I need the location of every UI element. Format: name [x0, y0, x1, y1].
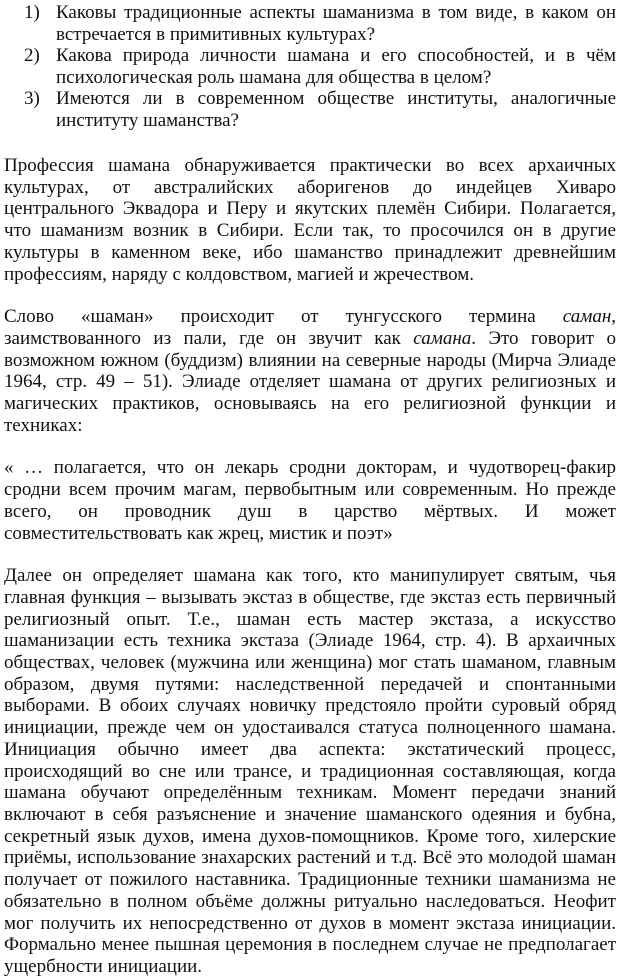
list-item-number: 1)	[24, 2, 40, 23]
paragraph-definition: Далее он определяет шамана как того, кто манипулирует святым, чья главная функция – вызывать экстаз в обществе, где экстаз есть первичный религиозный опыт. Т.е., шаман есть мастер экстаза, а искусство шаманизации есть техника экстаза (Элиаде 1964, стр. 4). В архаичных обществах, человек (мужчина или женщина) мог стать шаманом, главным образом, двумя путями: наследственной передачей и спонтанными выборами. В обоих случаях новичку предстояло пройти суровый обряд инициации, прежде чем он удостаивался статуса полноценного шамана. Инициация обычно имеет два аспекта: экстатический процесс, происходящий во сне или трансе, и традиционная составляющая, когда шамана обучают определённым техникам. Момент передачи знаний включают в себя разъяснение и значение шаманского одеяния и бубна, секретный язык духов, имена духов-помощников. Кроме того, хилерские приёмы, использование знахарских растений и т.д. Всё это молодой шаман получает от пожилого наставника. Традиционные техники шаманизма не обязательно в полном объёме должны ритуально наследоваться. Неофит мог получить их непосредственно от духов в момент экстаза инициации. Формально менее пышная церемония в последнем случае не предполагает ущербности инициации.	[4, 565, 616, 977]
quote-block: « … полагается, что он лекарь сродни докторам, и чудотворец-факир сродни всем прочим магам, первобытным или современным. Но прежде всего, он проводник душ в царство мёртвых. И может совместительствовать как жрец, мистик и поэт»	[4, 457, 616, 544]
list-item	[4, 88, 616, 131]
paragraph-profession: Профессия шамана обнаруживается практически во всех архаичных культурах, от австралийских аборигенов до индейцев Хиваро центрального Эквадора и Перу и якутских племён Сибири. Полагается, что шаманизм возник в Сибири. Если так, то просочился он в другие культуры в каменном веке, ибо шаманство принадлежит древнейшим профессиям, наряду с колдовством, магией и жречеством.	[4, 155, 616, 285]
list-item-text: Имеются ли в современном обществе институты, аналогичные институту шаманства?	[56, 88, 616, 131]
paragraph-etymology-part3: . Это говорит о возможном южном (буддизм) влиянии на северные народы (Мирча Элиаде 1964, стр. 49 – 51). Элиаде отделяет шамана от других религиозных и магических практиков, основываясь на его религиозной функции и техниках:	[4, 327, 616, 436]
paragraph-etymology	[4, 306, 616, 436]
list-item-text: Какова природа личности шамана и его способностей, и в чём психологическая роль шамана для общества в целом?	[56, 45, 616, 88]
paragraph-etymology-part2: , заимствованного из пали, где он звучит как	[4, 306, 616, 349]
list-item	[4, 45, 616, 88]
list-item-number: 3)	[24, 88, 40, 109]
list-item-text: Каковы традиционные аспекты шаманизма в том виде, в каком он встречается в примитивных культурах?	[56, 2, 616, 45]
list-item-number: 2)	[24, 45, 40, 66]
document-page	[4, 2, 616, 978]
questions-list	[4, 2, 616, 131]
term-saman: саман	[562, 306, 612, 328]
paragraph-etymology-part1: Слово «шаман» происходит от тунгусского термина	[4, 306, 563, 328]
term-samana: самана	[413, 327, 472, 349]
list-item	[4, 2, 616, 45]
